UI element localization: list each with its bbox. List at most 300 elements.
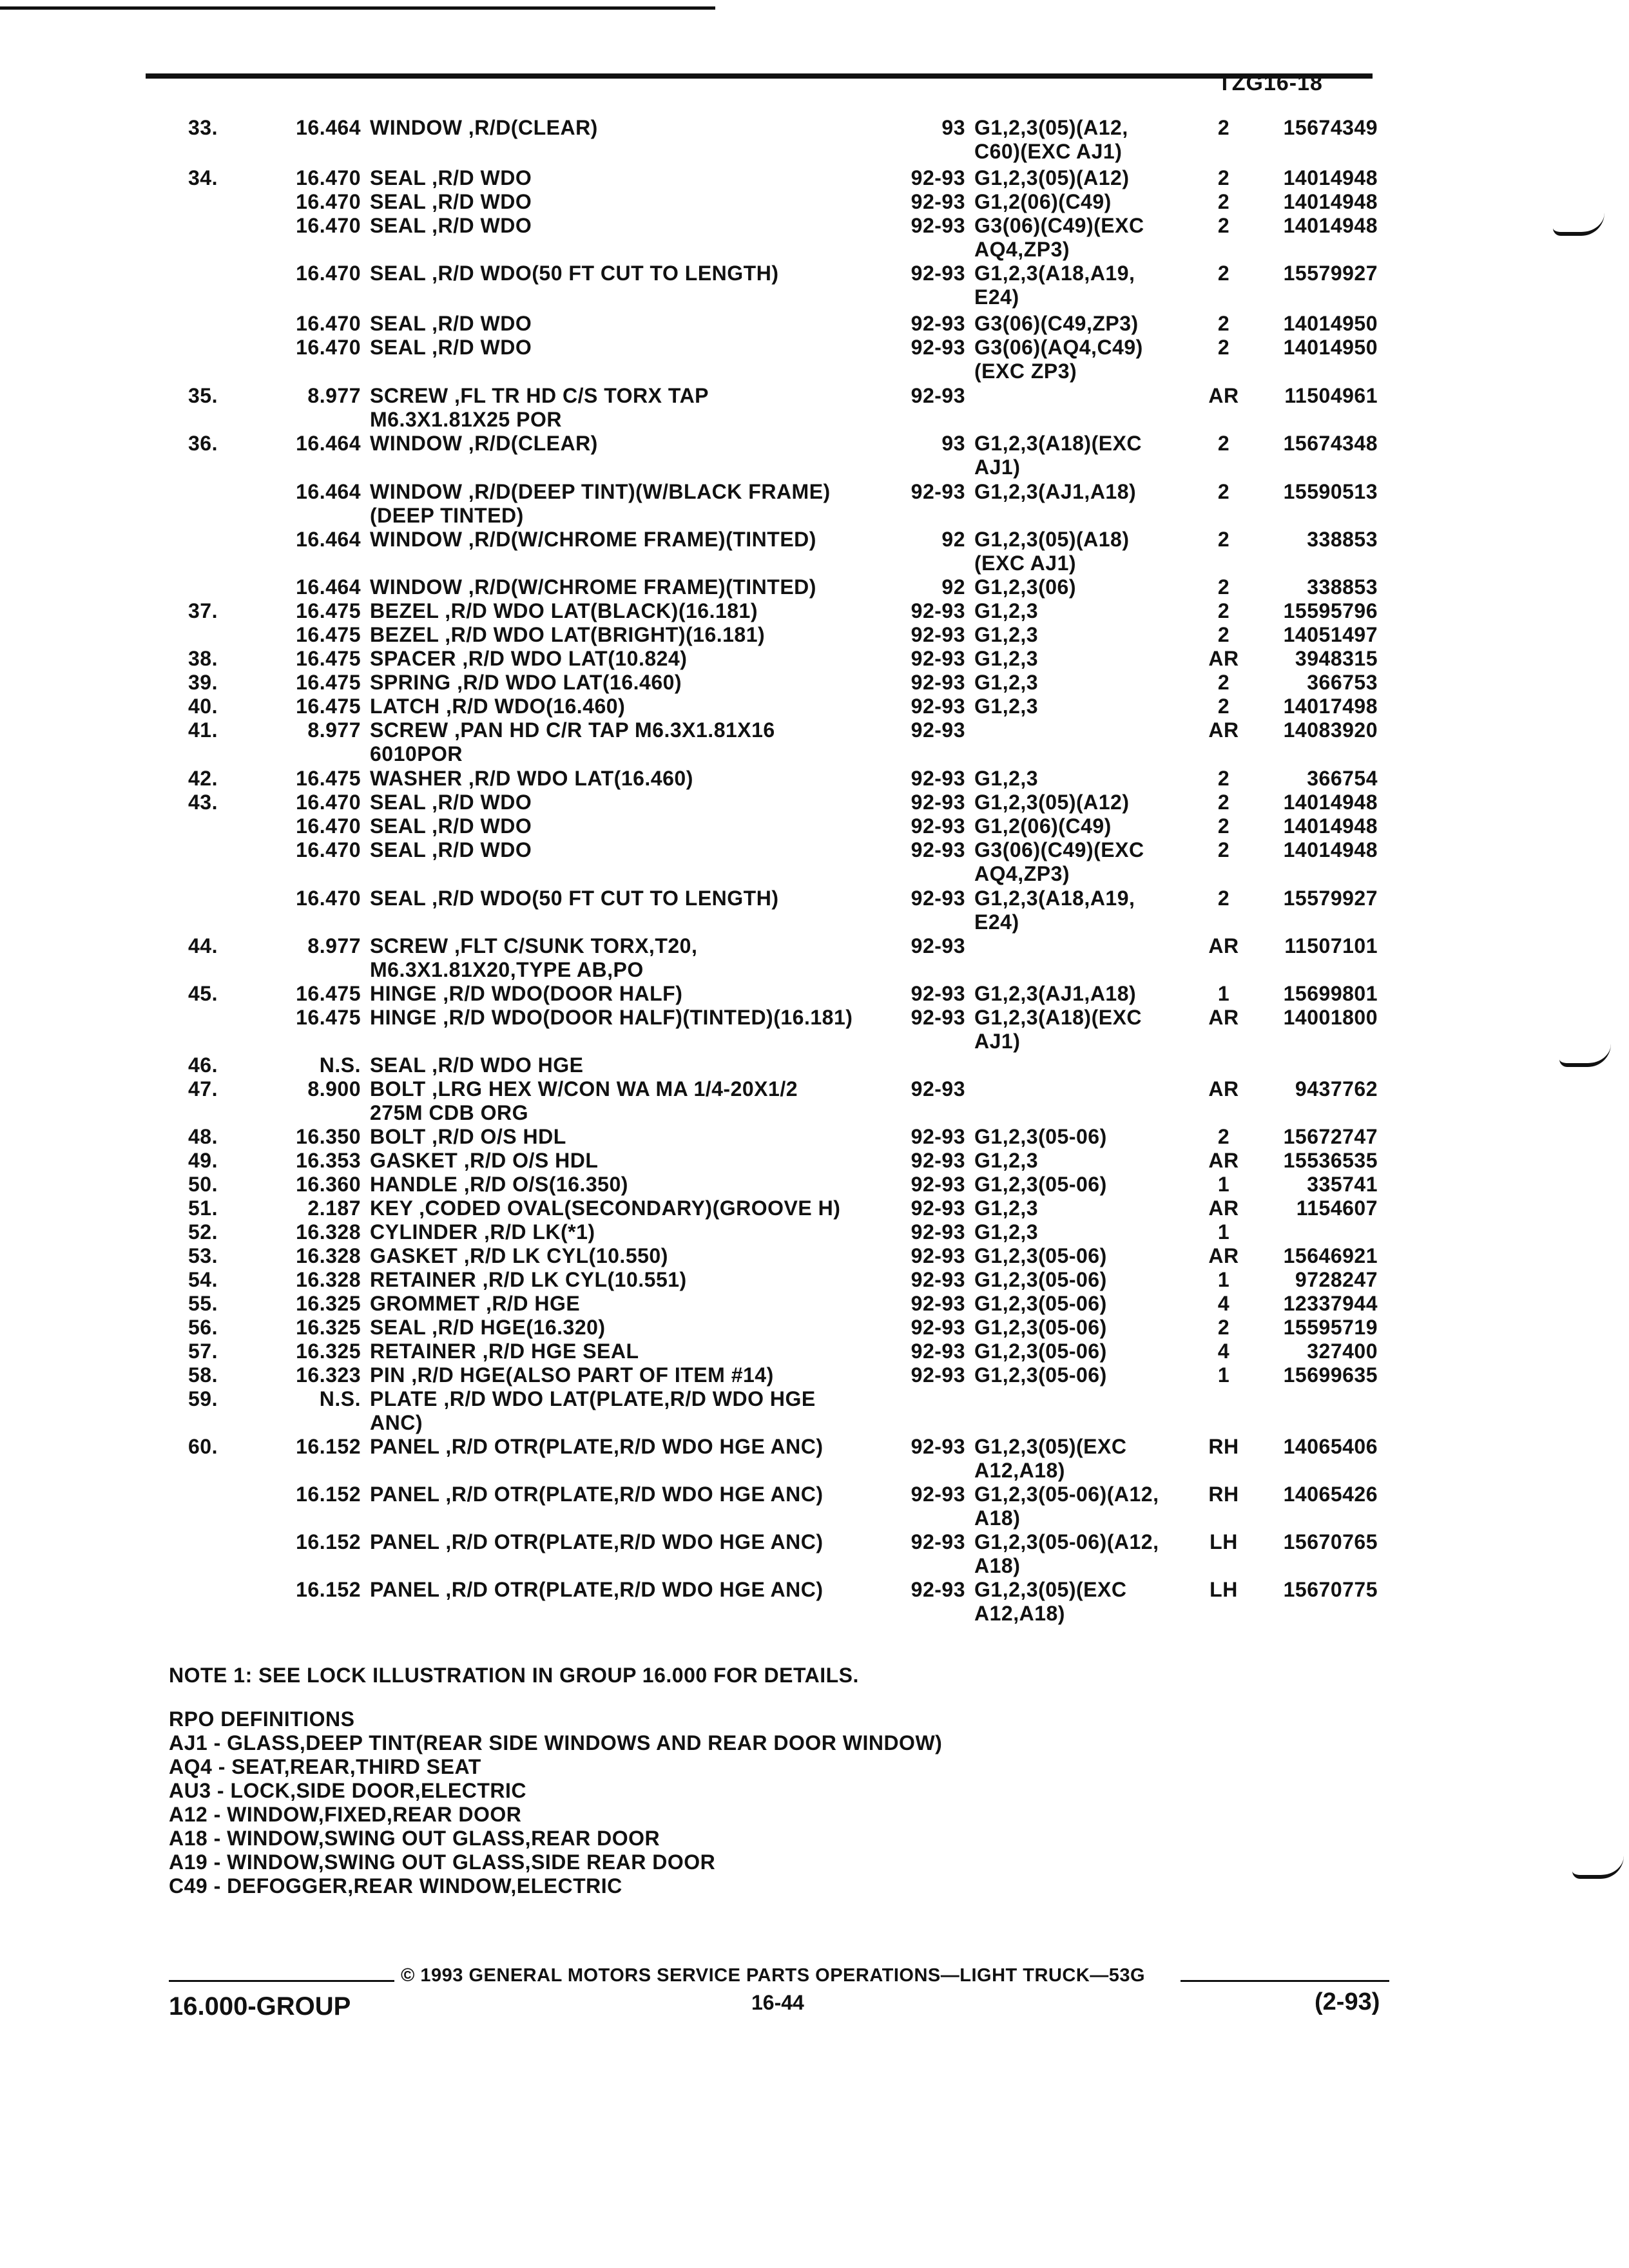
part-number: 366753 [1307, 671, 1378, 694]
rpo-definitions [169, 1707, 942, 1898]
group-number: 16.323 [296, 1363, 361, 1387]
application: G1,2,3(05)(EXC A12,A18) [974, 1578, 1127, 1625]
application: G1,2(06)(C49) [974, 814, 1112, 838]
application: G1,2,3(05)(A12, C60)(EXC AJ1) [974, 116, 1128, 163]
item-number: 37. [188, 599, 218, 622]
group-number: 16.152 [296, 1578, 361, 1601]
group-number: 16.470 [296, 336, 361, 359]
item-number: 59. [188, 1387, 218, 1410]
part-number: 15670765 [1283, 1530, 1378, 1553]
group-number: 16.350 [296, 1125, 361, 1148]
part-number: 14014948 [1283, 190, 1378, 213]
part-description: SCREW ,FL TR HD C/S TORX TAP M6.3X1.81X25 POR [370, 384, 709, 431]
part-description: RETAINER ,R/D HGE SEAL [370, 1340, 639, 1363]
quantity: 4 [1217, 1340, 1230, 1363]
item-number: 57. [188, 1340, 218, 1363]
item-number: 58. [188, 1363, 218, 1387]
model-years: 92-93 [911, 1340, 965, 1363]
quantity: RH [1208, 1483, 1239, 1506]
quantity: 2 [1217, 432, 1230, 455]
table-row [0, 718, 1629, 767]
application: G1,2,3(05)(A12) [974, 166, 1130, 189]
group-number: 16.464 [296, 480, 361, 503]
part-description: SEAL ,R/D WDO [370, 838, 532, 861]
group-number: N.S. [319, 1387, 361, 1410]
part-number: 14065426 [1283, 1483, 1378, 1506]
item-number: 40. [188, 695, 218, 718]
group-number: 2.187 [307, 1196, 361, 1220]
model-years: 93 [941, 432, 965, 455]
model-years: 92-93 [911, 1173, 965, 1196]
model-years: 92-93 [911, 1196, 965, 1220]
part-description: BEZEL ,R/D WDO LAT(BLACK)(16.181) [370, 599, 758, 622]
part-description: SEAL ,R/D HGE(16.320) [370, 1316, 606, 1339]
application: G1,2,3 [974, 647, 1039, 670]
table-row [0, 384, 1629, 433]
model-years: 92-93 [911, 887, 965, 910]
item-number: 34. [188, 166, 218, 189]
item-number: 44. [188, 934, 218, 957]
part-description: BOLT ,R/D O/S HDL [370, 1125, 566, 1148]
application: G1,2,3 [974, 623, 1039, 646]
quantity: 2 [1217, 528, 1230, 551]
part-description: RETAINER ,R/D LK CYL(10.551) [370, 1268, 687, 1291]
quantity: 2 [1217, 480, 1230, 503]
group-number: N.S. [319, 1053, 361, 1077]
item-number: 35. [188, 384, 218, 407]
part-description: PANEL ,R/D OTR(PLATE,R/D WDO HGE ANC) [370, 1578, 824, 1601]
item-number: 51. [188, 1196, 218, 1220]
model-years: 92-93 [911, 838, 965, 861]
application: G1,2,3(05-06)(A12, A18) [974, 1483, 1159, 1530]
rpo-item: C49 - DEFOGGER,REAR WINDOW,ELECTRIC [169, 1874, 622, 1898]
rpo-item: A12 - WINDOW,FIXED,REAR DOOR [169, 1803, 522, 1826]
table-row [0, 214, 1629, 263]
model-years: 92-93 [911, 1483, 965, 1506]
application: G1,2,3(05-06) [974, 1268, 1107, 1291]
footer-rule-right [1181, 1980, 1389, 1982]
part-number: 14017498 [1283, 695, 1378, 718]
part-description: GASKET ,R/D LK CYL(10.550) [370, 1244, 668, 1267]
item-number: 33. [188, 116, 218, 139]
group-number: 16.470 [296, 838, 361, 861]
application: G1,2,3 [974, 1196, 1039, 1220]
table-row [0, 887, 1629, 936]
part-description: HINGE ,R/D WDO(DOOR HALF) [370, 982, 683, 1005]
part-description: SEAL ,R/D WDO(50 FT CUT TO LENGTH) [370, 262, 779, 285]
part-number: 12337944 [1283, 1292, 1378, 1315]
part-description: PANEL ,R/D OTR(PLATE,R/D WDO HGE ANC) [370, 1483, 824, 1506]
quantity: 2 [1217, 767, 1230, 790]
table-row [0, 116, 1629, 165]
group-number: 16.152 [296, 1435, 361, 1458]
group-number: 16.470 [296, 887, 361, 910]
part-number: 9728247 [1295, 1268, 1378, 1291]
application: G1,2,3(05-06) [974, 1173, 1107, 1196]
application: G1,2,3(A18,A19, E24) [974, 887, 1135, 934]
group-number: 16.328 [296, 1268, 361, 1291]
application: G1,2,3(05-06) [974, 1244, 1107, 1267]
binder-mark [1572, 1856, 1624, 1879]
group-number: 16.328 [296, 1220, 361, 1244]
rpo-item: AJ1 - GLASS,DEEP TINT(REAR SIDE WINDOWS AND REAR DOOR WINDOW) [169, 1731, 943, 1754]
quantity: 2 [1217, 791, 1230, 814]
application: G1,2,3(AJ1,A18) [974, 982, 1137, 1005]
application: G1,2,3(05)(A12) [974, 791, 1130, 814]
table-row [0, 1387, 1629, 1436]
quantity: AR [1208, 1149, 1239, 1172]
group-number: 16.325 [296, 1340, 361, 1363]
group-number: 16.475 [296, 671, 361, 694]
part-description: PIN ,R/D HGE(ALSO PART OF ITEM #14) [370, 1363, 774, 1387]
part-number: 14065406 [1283, 1435, 1378, 1458]
application: G3(06)(C49)(EXC AQ4,ZP3) [974, 214, 1144, 261]
part-description: GASKET ,R/D O/S HDL [370, 1149, 599, 1172]
application: G1,2,3(05)(EXC A12,A18) [974, 1435, 1127, 1482]
part-number: 15536535 [1283, 1149, 1378, 1172]
application: G1,2,3(05-06) [974, 1316, 1107, 1339]
part-description: BEZEL ,R/D WDO LAT(BRIGHT)(16.181) [370, 623, 766, 646]
group-number: 16.475 [296, 767, 361, 790]
item-number: 50. [188, 1173, 218, 1196]
model-years: 92 [941, 528, 965, 551]
part-description: PLATE ,R/D WDO LAT(PLATE,R/D WDO HGE ANC) [370, 1387, 816, 1434]
part-number: 14014948 [1283, 791, 1378, 814]
model-years: 92-93 [911, 312, 965, 335]
group-number: 16.475 [296, 1006, 361, 1029]
item-number: 49. [188, 1149, 218, 1172]
part-description: WASHER ,R/D WDO LAT(16.460) [370, 767, 693, 790]
group-number: 8.977 [307, 718, 361, 742]
quantity: 1 [1217, 982, 1230, 1005]
model-years: 92-93 [911, 718, 965, 742]
quantity: 2 [1217, 671, 1230, 694]
part-description: WINDOW ,R/D(CLEAR) [370, 116, 598, 139]
model-years: 92-93 [911, 190, 965, 213]
part-description: BOLT ,LRG HEX W/CON WA MA 1/4-20X1/2 275M CDB ORG [370, 1077, 798, 1124]
part-description: SPRING ,R/D WDO LAT(16.460) [370, 671, 682, 694]
item-number: 53. [188, 1244, 218, 1267]
quantity: LH [1210, 1578, 1238, 1601]
application: G1,2,3 [974, 599, 1039, 622]
model-years: 92-93 [911, 934, 965, 957]
model-years: 92-93 [911, 599, 965, 622]
part-number: 338853 [1307, 575, 1378, 599]
part-number: 15579927 [1283, 887, 1378, 910]
group-number: 16.470 [296, 166, 361, 189]
quantity: 2 [1217, 312, 1230, 335]
model-years: 92-93 [911, 1220, 965, 1244]
application: G1,2,3(05-06) [974, 1363, 1107, 1387]
table-row [0, 336, 1629, 385]
part-number: 14014950 [1283, 312, 1378, 335]
group-number: 16.470 [296, 214, 361, 237]
model-years: 92-93 [911, 671, 965, 694]
application: G3(06)(AQ4,C49) (EXC ZP3) [974, 336, 1143, 383]
group-number: 16.360 [296, 1173, 361, 1196]
rpo-item: AU3 - LOCK,SIDE DOOR,ELECTRIC [169, 1779, 526, 1802]
model-years: 92-93 [911, 814, 965, 838]
quantity: 1 [1217, 1363, 1230, 1387]
table-row [0, 528, 1629, 577]
model-years: 92-93 [911, 1316, 965, 1339]
group-number: 16.470 [296, 262, 361, 285]
quantity: AR [1208, 1077, 1239, 1100]
group-number: 16.464 [296, 575, 361, 599]
part-number: 14001800 [1283, 1006, 1378, 1029]
table-row [0, 1006, 1629, 1055]
part-number: 14014948 [1283, 814, 1378, 838]
model-years: 92-93 [911, 695, 965, 718]
part-number: 15595796 [1283, 599, 1378, 622]
part-number: 14014948 [1283, 214, 1378, 237]
quantity: 4 [1217, 1292, 1230, 1315]
quantity: 2 [1217, 814, 1230, 838]
part-description: WINDOW ,R/D(DEEP TINT)(W/BLACK FRAME) (DEEP TINTED) [370, 480, 831, 527]
quantity: 2 [1217, 695, 1230, 718]
group-number: 16.470 [296, 814, 361, 838]
model-years: 92-93 [911, 1125, 965, 1148]
part-description: KEY ,CODED OVAL(SECONDARY)(GROOVE H) [370, 1196, 841, 1220]
application: G1,2,3(05-06)(A12, A18) [974, 1530, 1159, 1577]
group-number: 16.328 [296, 1244, 361, 1267]
part-number: 15672747 [1283, 1125, 1378, 1148]
table-row [0, 838, 1629, 887]
application: G1,2,3(A18,A19, E24) [974, 262, 1135, 309]
model-years: 92-93 [911, 982, 965, 1005]
group-number: 16.325 [296, 1316, 361, 1339]
quantity: 2 [1217, 575, 1230, 599]
footer-rule-left [169, 1980, 394, 1982]
group-label: 16.000-GROUP [169, 1992, 351, 2021]
table-row [0, 1077, 1629, 1126]
item-number: 43. [188, 791, 218, 814]
item-number: 54. [188, 1268, 218, 1291]
group-number: 16.475 [296, 695, 361, 718]
quantity: AR [1208, 1244, 1239, 1267]
application: G1,2,3 [974, 695, 1039, 718]
application: G1,2(06)(C49) [974, 190, 1112, 213]
quantity: 2 [1217, 190, 1230, 213]
table-row [0, 1483, 1629, 1532]
quantity: AR [1208, 718, 1239, 742]
part-number: 9437762 [1295, 1077, 1378, 1100]
quantity: 2 [1217, 166, 1230, 189]
group-number: 16.475 [296, 599, 361, 622]
quantity: 2 [1217, 336, 1230, 359]
part-number: 1154607 [1296, 1196, 1378, 1220]
item-number: 36. [188, 432, 218, 455]
quantity: 2 [1217, 1125, 1230, 1148]
table-row [0, 1578, 1629, 1627]
part-number: 15590513 [1283, 480, 1378, 503]
model-years: 92-93 [911, 791, 965, 814]
model-years: 92-93 [911, 1530, 965, 1553]
part-number: 15595719 [1283, 1316, 1378, 1339]
group-number: 16.475 [296, 647, 361, 670]
model-years: 92-93 [911, 623, 965, 646]
quantity: AR [1208, 1006, 1239, 1029]
group-number: 16.475 [296, 982, 361, 1005]
group-number: 16.464 [296, 116, 361, 139]
part-description: SEAL ,R/D WDO [370, 336, 532, 359]
model-years: 92-93 [911, 1292, 965, 1315]
group-number: 16.470 [296, 791, 361, 814]
item-number: 56. [188, 1316, 218, 1339]
part-description: SPACER ,R/D WDO LAT(10.824) [370, 647, 688, 670]
part-number: 335741 [1307, 1173, 1378, 1196]
part-description: WINDOW ,R/D(W/CHROME FRAME)(TINTED) [370, 528, 816, 551]
part-description: WINDOW ,R/D(CLEAR) [370, 432, 598, 455]
copyright: © 1993 GENERAL MOTORS SERVICE PARTS OPERATIONS—LIGHT TRUCK—53G [401, 1965, 1146, 1986]
quantity: AR [1208, 384, 1239, 407]
application: G1,2,3(AJ1,A18) [974, 480, 1137, 503]
rpo-item: A18 - WINDOW,SWING OUT GLASS,REAR DOOR [169, 1827, 660, 1850]
part-description: SEAL ,R/D WDO HGE [370, 1053, 584, 1077]
part-number: 15674349 [1283, 116, 1378, 139]
item-number: 52. [188, 1220, 218, 1244]
item-number: 39. [188, 671, 218, 694]
application: G3(06)(C49)(EXC AQ4,ZP3) [974, 838, 1144, 885]
part-number: 14083920 [1283, 718, 1378, 742]
table-row [0, 480, 1629, 529]
model-years: 93 [941, 116, 965, 139]
group-number: 8.900 [307, 1077, 361, 1100]
part-number: 14014950 [1283, 336, 1378, 359]
rpo-item: A19 - WINDOW,SWING OUT GLASS,SIDE REAR DOOR [169, 1850, 716, 1874]
model-years: 92-93 [911, 336, 965, 359]
table-row [0, 262, 1629, 311]
quantity: AR [1208, 1196, 1239, 1220]
application: G1,2,3(A18)(EXC AJ1) [974, 432, 1142, 479]
application: G3(06)(C49,ZP3) [974, 312, 1139, 335]
header-rule [146, 73, 1373, 79]
item-number: 38. [188, 647, 218, 670]
application: G1,2,3(05-06) [974, 1292, 1107, 1315]
quantity: 2 [1217, 1316, 1230, 1339]
part-description: PANEL ,R/D OTR(PLATE,R/D WDO HGE ANC) [370, 1435, 824, 1458]
application: G1,2,3 [974, 1149, 1039, 1172]
group-number: 8.977 [307, 384, 361, 407]
model-years: 92-93 [911, 384, 965, 407]
quantity: 1 [1217, 1268, 1230, 1291]
model-years: 92-93 [911, 1077, 965, 1100]
part-number: 14051497 [1283, 623, 1378, 646]
quantity: LH [1210, 1530, 1238, 1553]
part-number: 366754 [1307, 767, 1378, 790]
model-years: 92-93 [911, 1435, 965, 1458]
table-row [0, 432, 1629, 481]
revision-date: (2-93) [1315, 1988, 1380, 2015]
quantity: 2 [1217, 214, 1230, 237]
group-number: 16.470 [296, 190, 361, 213]
part-description: CYLINDER ,R/D LK(*1) [370, 1220, 595, 1244]
part-number: 15699635 [1283, 1363, 1378, 1387]
model-years: 92-93 [911, 262, 965, 285]
part-description: LATCH ,R/D WDO(16.460) [370, 695, 626, 718]
item-number: 55. [188, 1292, 218, 1315]
model-years: 92-93 [911, 1268, 965, 1291]
group-number: 16.475 [296, 623, 361, 646]
top-edge-rule [0, 6, 715, 10]
table-row [0, 1530, 1629, 1579]
quantity: 2 [1217, 887, 1230, 910]
model-years: 92 [941, 575, 965, 599]
part-number: 11507101 [1284, 934, 1378, 957]
group-number: 16.464 [296, 432, 361, 455]
part-number: 338853 [1307, 528, 1378, 551]
quantity: AR [1208, 934, 1239, 957]
quantity: 2 [1217, 599, 1230, 622]
part-number: 15646921 [1283, 1244, 1378, 1267]
quantity: AR [1208, 647, 1239, 670]
model-years: 92-93 [911, 1363, 965, 1387]
application: G1,2,3 [974, 671, 1039, 694]
group-number: 16.152 [296, 1530, 361, 1553]
item-number: 47. [188, 1077, 218, 1100]
quantity: 2 [1217, 838, 1230, 861]
model-years: 92-93 [911, 214, 965, 237]
part-number: 15579927 [1283, 262, 1378, 285]
model-years: 92-93 [911, 1006, 965, 1029]
part-number: 14014948 [1283, 838, 1378, 861]
item-number: 48. [188, 1125, 218, 1148]
part-number: 3948315 [1295, 647, 1378, 670]
part-number: 11504961 [1284, 384, 1378, 407]
part-description: HANDLE ,R/D O/S(16.350) [370, 1173, 628, 1196]
part-number: 15674348 [1283, 432, 1378, 455]
part-description: PANEL ,R/D OTR(PLATE,R/D WDO HGE ANC) [370, 1530, 824, 1553]
group-number: 16.353 [296, 1149, 361, 1172]
part-description: SEAL ,R/D WDO [370, 814, 532, 838]
quantity: RH [1208, 1435, 1239, 1458]
item-number: 46. [188, 1053, 218, 1077]
application: G1,2,3 [974, 1220, 1039, 1244]
quantity: 1 [1217, 1173, 1230, 1196]
part-description: SEAL ,R/D WDO [370, 190, 532, 213]
application: G1,2,3(05-06) [974, 1340, 1107, 1363]
document-id: TZG16-18 [1218, 71, 1323, 95]
part-description: WINDOW ,R/D(W/CHROME FRAME)(TINTED) [370, 575, 816, 599]
quantity: 1 [1217, 1220, 1230, 1244]
part-number: 327400 [1307, 1340, 1378, 1363]
part-number: 15699801 [1283, 982, 1378, 1005]
group-number: 16.464 [296, 528, 361, 551]
part-description: SEAL ,R/D WDO [370, 791, 532, 814]
model-years: 92-93 [911, 480, 965, 503]
group-number: 16.152 [296, 1483, 361, 1506]
application: G1,2,3(06) [974, 575, 1076, 599]
group-number: 8.977 [307, 934, 361, 957]
application: G1,2,3(05)(A18) (EXC AJ1) [974, 528, 1130, 575]
model-years: 92-93 [911, 767, 965, 790]
application: G1,2,3 [974, 767, 1039, 790]
model-years: 92-93 [911, 166, 965, 189]
application: G1,2,3(A18)(EXC AJ1) [974, 1006, 1142, 1053]
item-number: 42. [188, 767, 218, 790]
item-number: 41. [188, 718, 218, 742]
rpo-item: AQ4 - SEAT,REAR,THIRD SEAT [169, 1755, 481, 1778]
model-years: 92-93 [911, 1149, 965, 1172]
part-description: HINGE ,R/D WDO(DOOR HALF)(TINTED)(16.181) [370, 1006, 853, 1029]
table-row [0, 934, 1629, 983]
part-number: 14014948 [1283, 166, 1378, 189]
part-description: SEAL ,R/D WDO [370, 166, 532, 189]
quantity: 2 [1217, 623, 1230, 646]
note-1: NOTE 1: SEE LOCK ILLUSTRATION IN GROUP 16.000 FOR DETAILS. [169, 1664, 859, 1687]
part-description: GROMMET ,R/D HGE [370, 1292, 581, 1315]
application: G1,2,3(05-06) [974, 1125, 1107, 1148]
